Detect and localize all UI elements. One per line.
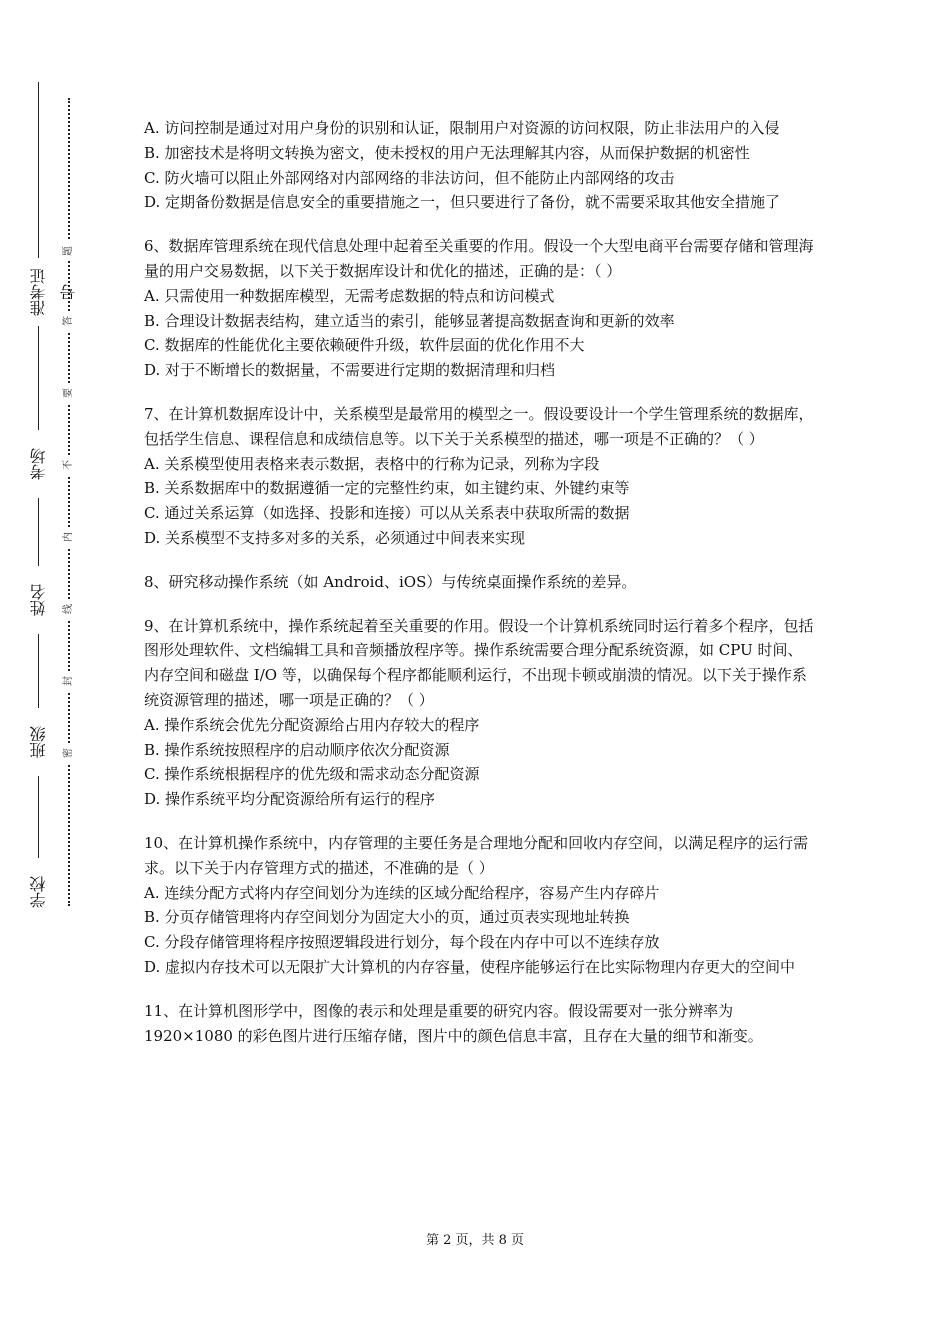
question-stem: 8、研究移动操作系统（如 Android、iOS）与传统桌面操作系统的差异。: [144, 572, 637, 591]
seal-char: 不: [62, 455, 76, 475]
option-b: B. 关系数据库中的数据遵循一定的完整性约束，如主键约束、外键约束等: [144, 479, 630, 498]
question-6: [144, 234, 816, 383]
question-stem: 7、在计算机数据库设计中，关系模型是最常用的模型之一。假设要设计一个学生管理系统的数据库，包括学生信息、课程信息和成绩信息等。以下关于关系模型的描述，哪一项是不正确的？（ ）: [144, 404, 814, 448]
option-b: B. 分页存储管理将内存空间划分为固定大小的页，通过页表实现地址转换: [144, 908, 630, 927]
field-label-name: 姓名: [24, 566, 54, 634]
option-b: B. 合理设计数据表结构，建立适当的索引，能够显著提高数据查询和更新的效率: [144, 311, 675, 330]
question-7: [144, 402, 816, 551]
option-d: D. 关系模型不支持多对多的关系，必须通过中间表来实现: [144, 528, 526, 547]
option-b: B. 加密技术是将明文转换为密文，使未授权的用户无法理解其内容，从而保护数据的机密性: [144, 143, 750, 162]
binding-margin: [0, 0, 110, 1344]
option-c: C. 数据库的性能优化主要依赖硬件升级，软件层面的优化作用不大: [144, 336, 585, 355]
option-b: B. 操作系统按照程序的启动顺序依次分配资源: [144, 740, 450, 759]
seal-char: 内: [62, 527, 76, 547]
question-9: [144, 614, 816, 812]
seal-dotted-line: [68, 98, 70, 906]
question-stem: 6、数据库管理系统在现代信息处理中起着至关重要的作用。假设一个大型电商平台需要存储和管理海量的用户交易数据，以下关于数据库设计和优化的描述，正确的是：（ ）: [144, 237, 814, 280]
seal-char: 答: [62, 311, 76, 331]
option-c: C. 防火墙可以阻止外部网络对内部网络的非法访问，但不能防止内部网络的攻击: [144, 168, 675, 187]
page-footer: 第 2 页，共 8 页: [425, 1233, 525, 1248]
question-content: [144, 116, 816, 1048]
seal-char: 封: [62, 671, 76, 691]
field-label-exam-room: 考场: [24, 430, 54, 498]
option-c: C. 操作系统根据程序的优先级和需求动态分配资源: [144, 765, 480, 784]
question-stem: 9、在计算机系统中，操作系统起着至关重要的作用。假设一个计算机系统同时运行着多个程序，包括图形处理软件、文档编辑工具和音频播放程序等。操作系统需要合理分配系统资源，如 CPU 时间、内存空间和磁盘 I/O 等，以确保每个程序都能顺利运行，不出现卡顿或崩溃的情况。以下关于操作系统资源管理的描述，哪一项是正确的？（ ）: [144, 616, 814, 709]
binding-solid-line: [38, 82, 39, 922]
option-a: A. 操作系统会优先分配资源给占用内存较大的程序: [144, 715, 480, 734]
question-5-options: [144, 116, 816, 215]
option-d: D. 对于不断增长的数据量，不需要进行定期的数据清理和归档: [144, 361, 556, 380]
option-c: C. 通过关系运算（如选择、投影和连接）可以从关系表中获取所需的数据: [144, 504, 630, 523]
question-10: [144, 831, 816, 980]
question-8: [144, 570, 816, 595]
option-c: C. 分段存储管理将程序按照逻辑段进行划分，每个段在内存中可以不连续存放: [144, 933, 660, 952]
option-a: A. 只需使用一种数据库模型，无需考虑数据的特点和访问模式: [144, 286, 555, 305]
field-label-school: 学校: [24, 858, 54, 926]
option-d: D. 定期备份数据是信息安全的重要措施之一，但只要进行了备份，就不需要采取其他安全措施了: [144, 193, 781, 212]
seal-char: 题: [62, 241, 76, 261]
question-stem: 11、在计算机图形学中，图像的表示和处理是重要的研究内容。假设需要对一张分辨率为 1920×1080 的彩色图片进行压缩存储，图片中的颜色信息丰富，且存在大量的细节和渐变。: [144, 1001, 763, 1045]
option-d: D. 操作系统平均分配资源给所有运行的程序: [144, 790, 436, 809]
field-label-exam-number: 准考证号: [24, 258, 54, 326]
question-stem: 10、在计算机操作系统中，内存管理的主要任务是合理地分配和回收内存空间，以满足程序的运行需求。以下关于内存管理方式的描述，不准确的是（ ）: [144, 833, 809, 877]
seal-char: 线: [62, 599, 76, 619]
option-a: A. 连续分配方式将内存空间划分为连续的区域分配给程序，容易产生内存碎片: [144, 883, 660, 902]
seal-char: 要: [62, 383, 76, 403]
seal-char: 密: [62, 743, 76, 763]
option-a: A. 访问控制是通过对用户身份的识别和认证，限制用户对资源的访问权限，防止非法用户的入侵: [144, 119, 780, 137]
option-d: D. 虚拟内存技术可以无限扩大计算机的内存容量，使程序能够运行在比实际物理内存更大的空间中: [144, 957, 796, 976]
field-label-class: 班级: [24, 708, 54, 776]
question-11: [144, 999, 816, 1049]
option-a: A. 关系模型使用表格来表示数据，表格中的行称为记录，列称为字段: [144, 454, 600, 473]
